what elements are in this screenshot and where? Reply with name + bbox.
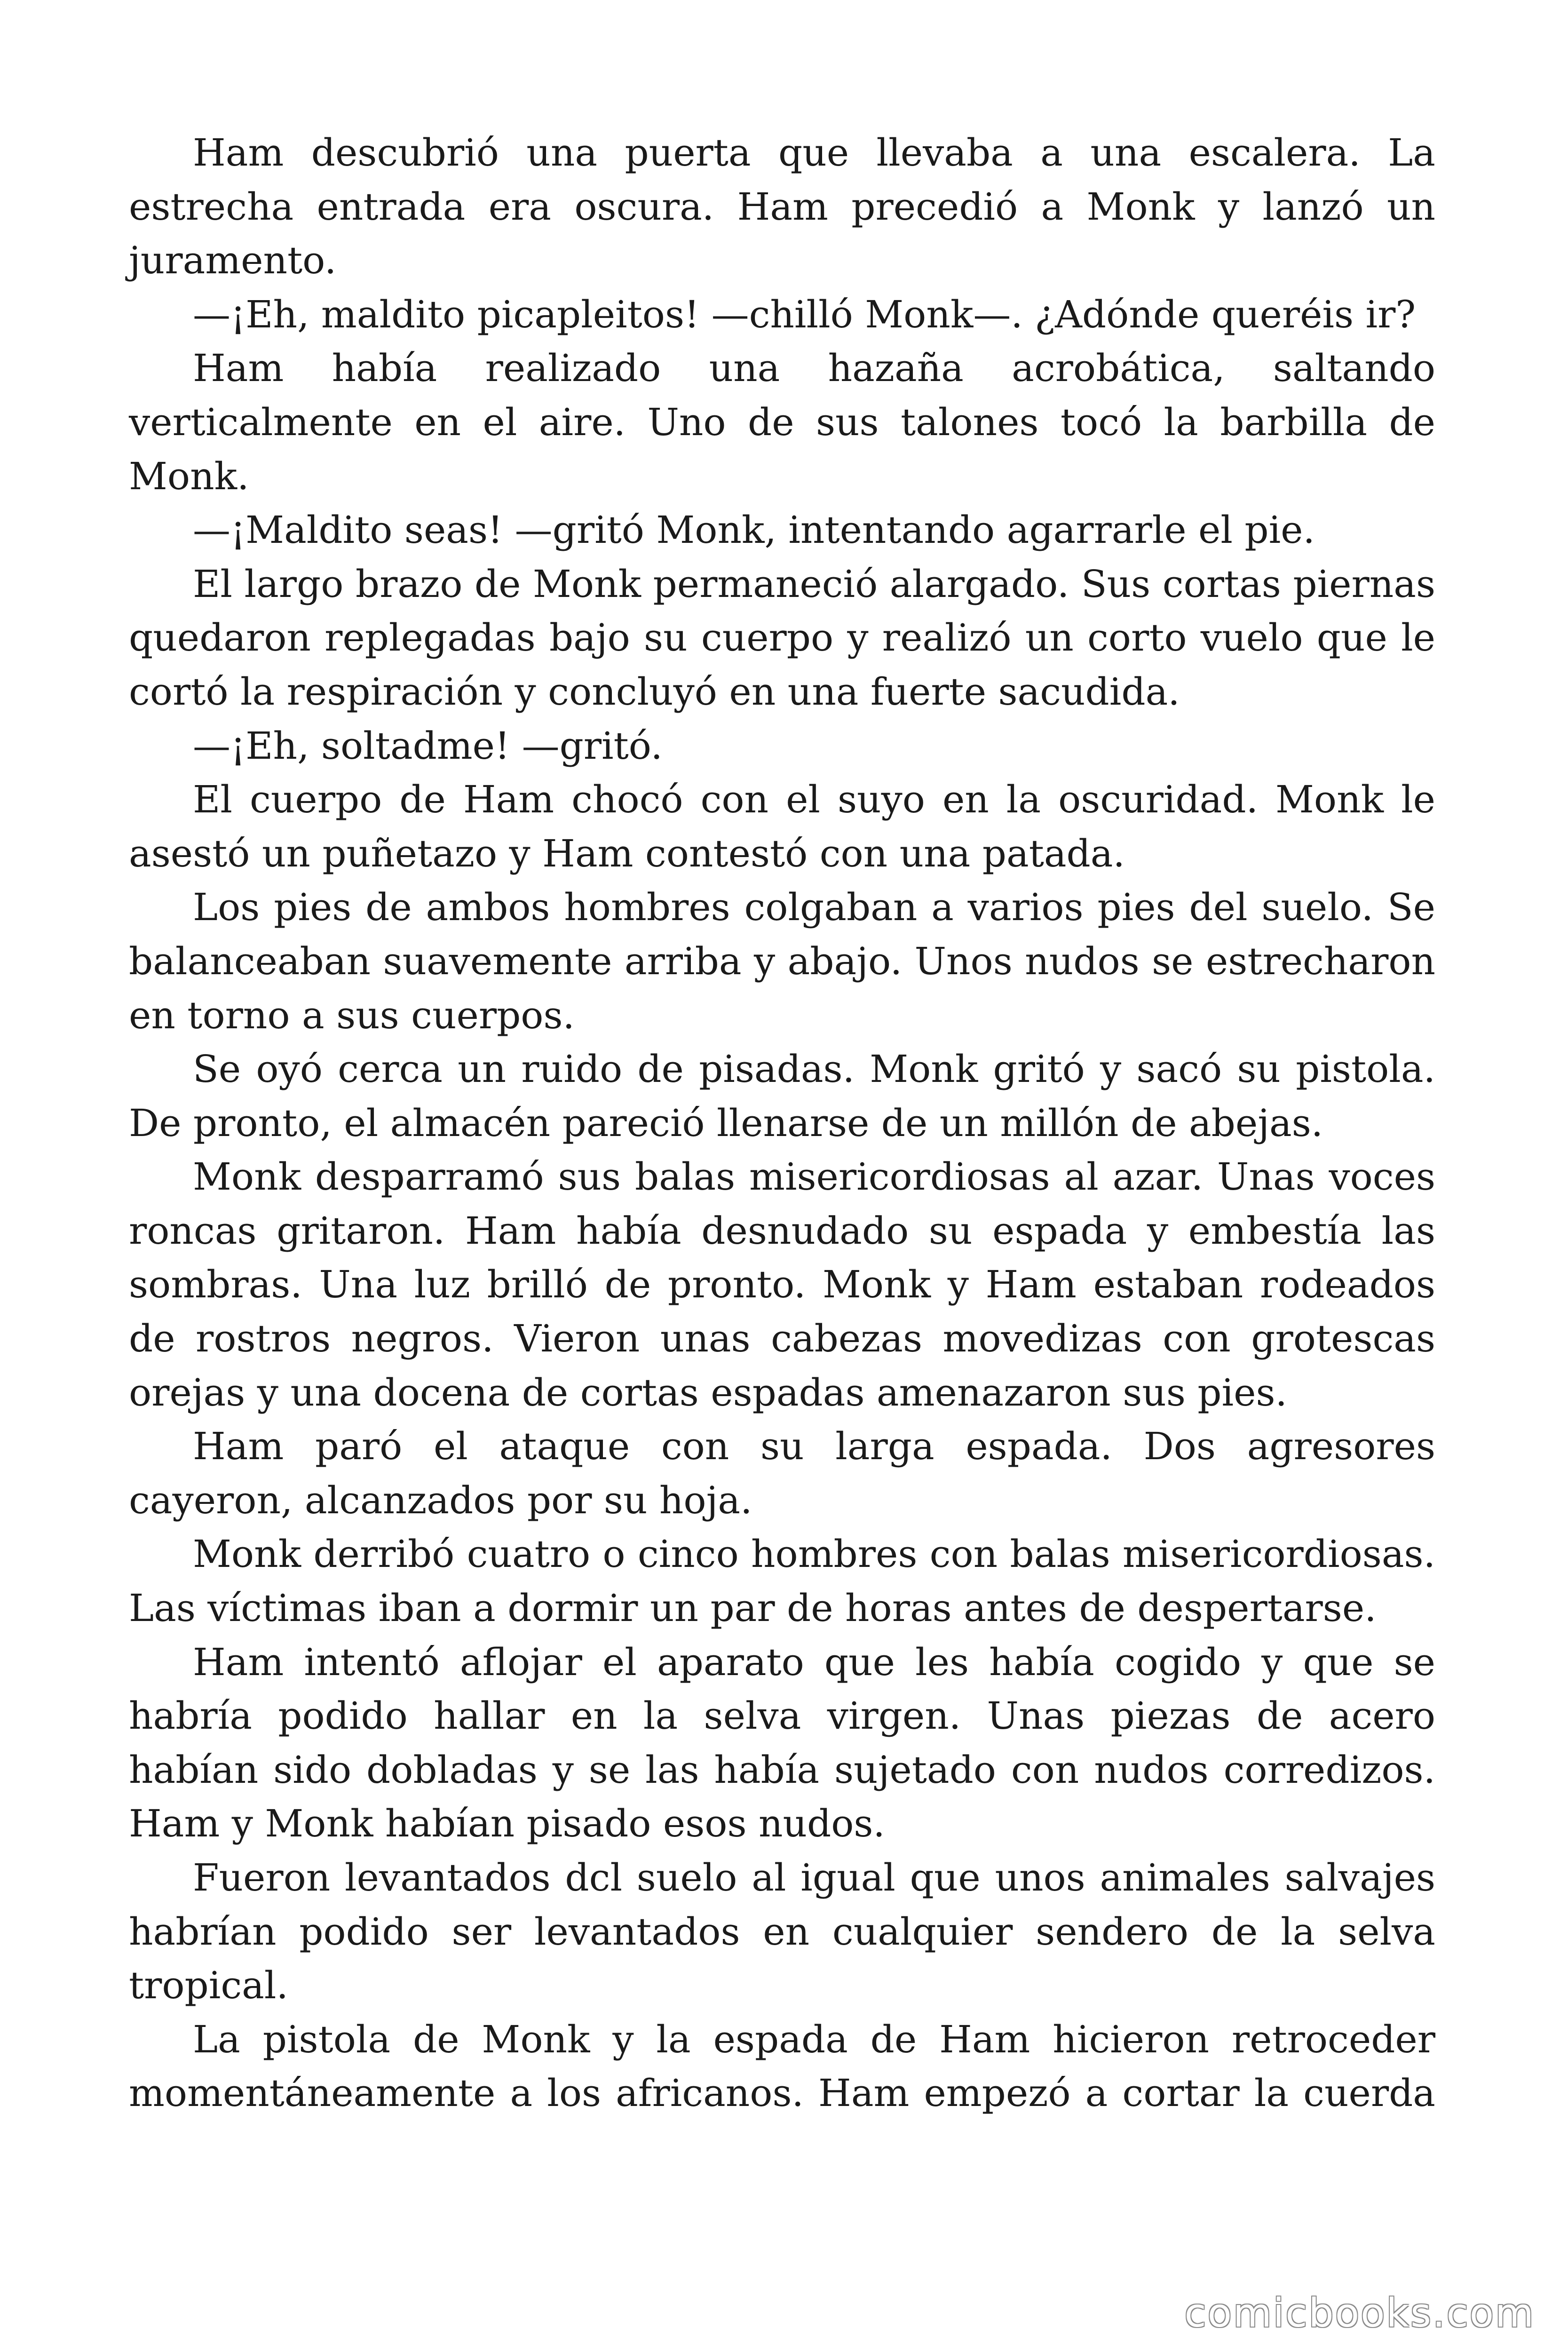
paragraph: Se oyó cerca un ruido de pisadas. Monk gritó y sacó su pistola. De pronto, el almacén pareció llenarse de un millón de abejas. [129, 1047, 1435, 1145]
paragraph: —¡Eh, maldito picapleitos! —chilló Monk—. ¿Adónde queréis ir? [193, 292, 1416, 336]
paragraph: El cuerpo de Ham chocó con el suyo en la oscuridad. Monk le asestó un puñetazo y Ham contestó con una patada. [129, 778, 1435, 875]
paragraph: Fueron levantados dcl suelo al igual que unos animales salvajes habrían podido ser levantados en cualquier sendero de la selva tropical. [129, 1856, 1435, 2008]
body-text [129, 126, 1435, 2121]
paragraph: Monk derribó cuatro o cinco hombres con balas misericordiosas. Las víctimas iban a dormir un par de horas antes de despertarse. [129, 1532, 1435, 1630]
paragraph: Los pies de ambos hombres colgaban a varios pies del suelo. Se balanceaban suavemente arriba y abajo. Unos nudos se estrecharon en torno a sus cuerpos. [129, 885, 1435, 1037]
paragraph: Ham descubrió una puerta que llevaba a una escalera. La estrecha entrada era oscura. Ham precedió a Monk y lanzó un juramento. [129, 131, 1435, 283]
watermark: comicbooks.com [1184, 2290, 1535, 2336]
paragraph: Ham intentó aflojar el aparato que les había cogido y que se habría podido hallar en la selva virgen. Unas piezas de acero habían sido dobladas y se las había sujetado con nudos corredizos. Ham y Monk habían pisado esos nudos. [129, 1640, 1435, 1846]
paragraph: —¡Maldito seas! —gritó Monk, intentando agarrarle el pie. [193, 508, 1315, 552]
paragraph: Ham paró el ataque con su larga espada. Dos agresores cayeron, alcanzados por su hoja. [129, 1424, 1435, 1522]
paragraph: El largo brazo de Monk permaneció alargado. Sus cortas piernas quedaron replegadas bajo su cuerpo y realizó un corto vuelo que le cortó la respiración y concluyó en una fuerte sacudida. [129, 562, 1435, 714]
paragraph: La pistola de Monk y la espada de Ham hicieron retroceder momentáneamente a los africanos. Ham empezó a cortar la cuerda [129, 2017, 1435, 2115]
paragraph: —¡Eh, soltadme! —gritó. [193, 723, 663, 768]
paragraph: Ham había realizado una hazaña acrobática, saltando verticalmente en el aire. Uno de sus talones tocó la barbilla de Monk. [129, 346, 1435, 498]
paragraph: Monk desparramó sus balas misericordiosas al azar. Unas voces roncas gritaron. Ham había desnudado su espada y embestía las sombras. Una luz brilló de pronto. Monk y Ham estaban rodeados de rostros negros. Vieron unas cabezas movedizas con grotescas orejas y una docena de cortas espadas amenazaron sus pies. [129, 1155, 1435, 1414]
